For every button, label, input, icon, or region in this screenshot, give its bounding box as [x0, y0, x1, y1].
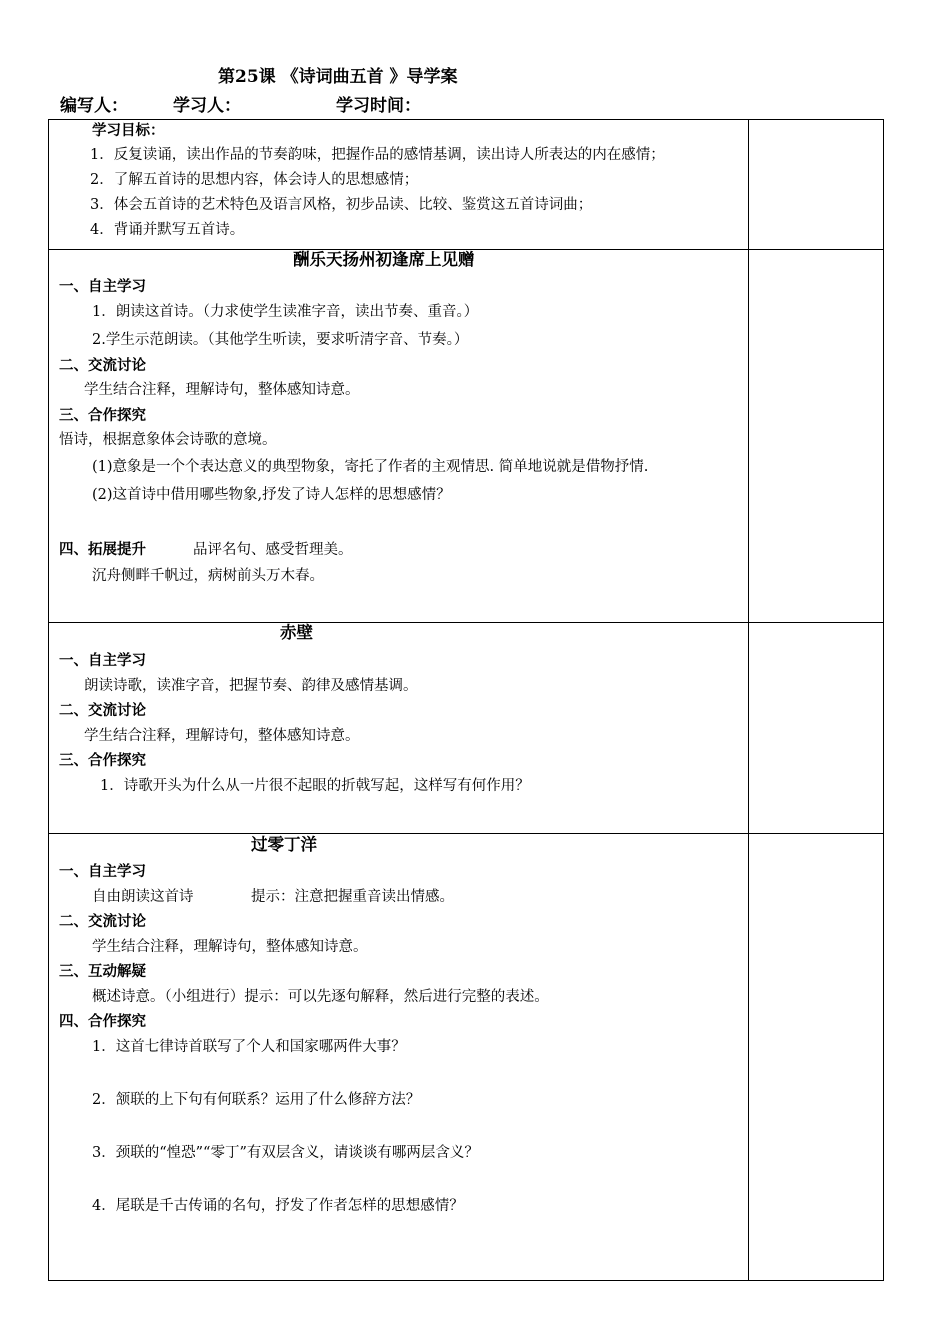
section-heading: 四、合作探究	[59, 1013, 146, 1030]
objective-item: 2．了解五首诗的思想内容，体会诗人的思想感情；	[90, 172, 419, 188]
page-title: 第25课 《诗词曲五首 》导学案	[218, 67, 458, 87]
study-time-label: 学习时间：	[336, 96, 421, 116]
poem1-title: 酬乐天扬州初逢席上见赠	[293, 250, 475, 269]
section-heading: 三、合作探究	[59, 407, 146, 424]
body-text: 2.学生示范朗读。（其他学生听读，要求听清字音、节奏。）	[92, 332, 469, 348]
author-label: 编写人：	[60, 96, 128, 116]
lesson-table	[48, 119, 884, 1281]
question-item: 3．颈联的“惶恐”“零丁”有双层含义，请谈谈有哪两层含义？	[92, 1145, 479, 1161]
section-heading: 三、互动解疑	[59, 963, 146, 980]
body-text: 学生结合注释，理解诗句，整体感知诗意。	[92, 939, 368, 955]
poem3-title: 过零丁洋	[251, 835, 317, 854]
body-text: 悟诗，根据意象体会诗歌的意境。	[59, 432, 277, 448]
poem2-title: 赤壁	[280, 623, 313, 642]
section-heading: 二、交流讨论	[59, 702, 146, 719]
body-text: 1．朗读这首诗。（力求使学生读准字音，读出节奏、重音。）	[92, 304, 479, 320]
body-text: (2)这首诗中借用哪些物象,抒发了诗人怎样的思想感情？	[92, 487, 451, 503]
section-heading: 四、拓展提升	[59, 541, 146, 558]
objective-item: 4．背诵并默写五首诗。	[90, 222, 245, 238]
body-text: 概述诗意。（小组进行）提示：可以先逐句解释，然后进行完整的表述。	[92, 989, 549, 1005]
section-heading: 一、自主学习	[59, 652, 146, 669]
section-heading: 三、合作探究	[59, 752, 146, 769]
section-heading: 一、自主学习	[59, 863, 146, 880]
question-item: 1．这首七律诗首联写了个人和国家哪两件大事？	[92, 1039, 406, 1055]
question-item: 4．尾联是千古传诵的名句，抒发了作者怎样的思想感情？	[92, 1198, 464, 1214]
body-text: 品评名句、感受哲理美。	[193, 542, 353, 558]
question-item: 2．颔联的上下句有何联系？运用了什么修辞方法？	[92, 1092, 421, 1108]
body-text: 学生结合注释，理解诗句，整体感知诗意。	[84, 728, 360, 744]
body-text: 自由朗读这首诗	[92, 889, 194, 905]
objective-item: 1．反复读诵，读出作品的节奏韵味，把握作品的感情基调，读出诗人所表达的内在感情；	[90, 147, 665, 163]
body-text: 朗读诗歌，读准字音，把握节奏、韵律及感情基调。	[84, 678, 418, 694]
section-heading: 一、自主学习	[59, 278, 146, 295]
section-heading: 二、交流讨论	[59, 913, 146, 930]
learner-label: 学习人：	[173, 96, 241, 116]
row-divider	[49, 833, 883, 834]
section-heading: 二、交流讨论	[59, 357, 146, 374]
body-text: 沉舟侧畔千帆过，病树前头万木春。	[92, 568, 324, 584]
objective-item: 3．体会五首诗的艺术特色及语言风格，初步品读、比较、鉴赏这五首诗词曲；	[90, 197, 593, 213]
body-text: 1．诗歌开头为什么从一片很不起眼的折戟写起，这样写有何作用？	[100, 778, 530, 794]
body-text: (1)意象是一个个表达意义的典型物象，寄托了作者的主观情思. 简单地说就是借物抒情.	[92, 459, 649, 475]
row-divider	[49, 622, 883, 623]
body-text: 提示：注意把握重音读出情感。	[251, 889, 454, 905]
body-text: 学生结合注释，理解诗句，整体感知诗意。	[84, 382, 360, 398]
objectives-heading: 学习目标：	[92, 122, 165, 139]
column-divider	[748, 120, 749, 1280]
